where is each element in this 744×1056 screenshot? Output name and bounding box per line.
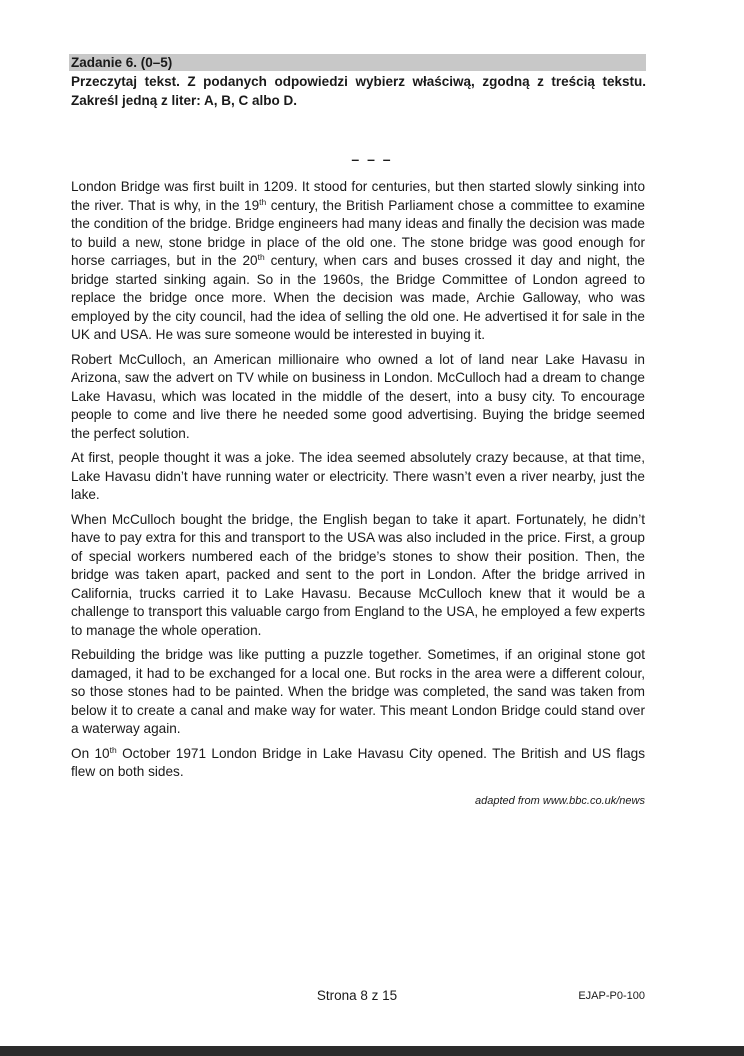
- ordinal-suffix: th: [259, 196, 267, 207]
- ordinal-suffix: th: [109, 744, 117, 755]
- article-body: [71, 178, 645, 788]
- exam-code: EJAP-P0-100: [578, 990, 645, 1002]
- article-paragraph-5: Rebuilding the bridge was like putting a puzzle together. Sometimes, if an original stone got damaged, it had to be exchanged for a local one. But rocks in the area were a different colour, so those stones had to be painted. When the bridge was completed, the sand was taken from below it to create a canal and make way for water. This meant London Bridge could stand over a waterway again.: [71, 647, 645, 736]
- article-paragraph-3: At first, people thought it was a joke. The idea seemed absolutely crazy because, at that time, Lake Havasu didn’t have running water or electricity. There wasn’t even a river nearby, just the lake.: [71, 450, 645, 502]
- article-paragraph-2: Robert McCulloch, an American millionaire who owned a lot of land near Lake Havasu in Arizona, saw the advert on TV while on business in London. McCulloch had a dream to change Lake Havasu, which was located in the middle of the desert, into a busy city. To encourage people to come and live there he needed some good advertising. Buying the bridge seemed the perfect solution.: [71, 351, 645, 441]
- paragraph-6-text-b: October 1971 London Bridge in Lake Havasu City opened. The British and US flags flew on both sides.: [71, 745, 645, 779]
- paragraph-1-text-b: century, the British Parliament chose a committee to examine the condition of the bridge. Bridge engineers had many ideas and finally the decision was made to build a new, stone bridge in place of the old one. The stone bridge was good enough for horse carriages, but in the 20: [71, 197, 645, 268]
- article-paragraph-6: [71, 745, 645, 782]
- article-title: – – –: [351, 151, 393, 167]
- bottom-border: [0, 1046, 744, 1056]
- paragraph-6-text-a: On 10: [71, 745, 110, 761]
- task-title: Zadanie 6. (0–5): [69, 54, 646, 71]
- source-citation: adapted from www.bbc.co.uk/news: [475, 795, 645, 807]
- ordinal-suffix: th: [257, 252, 265, 262]
- task-instruction: Przeczytaj tekst. Z podanych odpowiedzi wybierz właściwą, zgodną z treścią tekstu. Zakreśl jedną z liter: A, B, C albo D.: [71, 74, 646, 108]
- page-number: Strona 8 z 15: [316, 988, 398, 1003]
- paragraph-1-text-a: London Bridge was first built in 1209. It stood for centuries, but then started slowly sinking into the river. That is why, in the 19: [71, 179, 645, 213]
- paragraph-1-text-c: century, when cars and buses crossed it day and night, the bridge started sinking again. So in the 1960s, the Bridge Committee of London agreed to replace the bridge once more. When the decision was made, Archie Galloway, who was employed by the city council, had the idea of selling the old one. He advertised it for sale in the UK and USA. He was sure someone would be interested in buying it.: [71, 253, 645, 342]
- article-paragraph-4: When McCulloch bought the bridge, the English began to take it apart. Fortunately, he didn’t have to pay extra for this and transport to the USA was also included in the price. First, a group of special workers numbered each of the bridge’s stones to show their position. Then, the bridge was taken apart, packed and sent to the port in London. After the bridge arrived in California, trucks carried it to Lake Havasu. Because McCulloch knew that it would be a challenge to transport this valuable cargo from England to the USA, he employed a few experts to manage the whole operation.: [71, 511, 645, 638]
- article-paragraph-1: [71, 178, 645, 345]
